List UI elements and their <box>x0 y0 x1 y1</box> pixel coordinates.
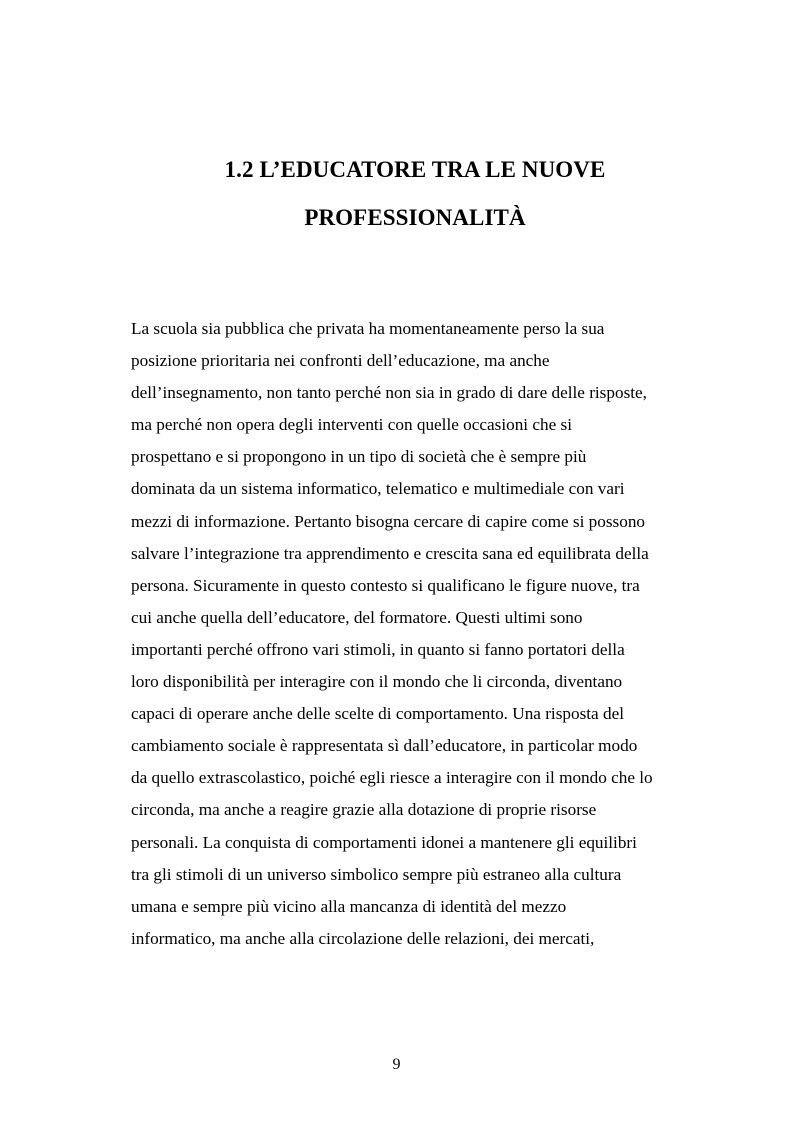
paragraph-line: umana e sempre più vicino alla mancanza di identità del mezzo <box>131 896 567 916</box>
paragraph-line: persona. Sicuramente in questo contesto si qualificano le figure nuove, tra <box>131 575 640 595</box>
paragraph-line: cambiamento sociale è rappresentata sì dall’educatore, in particolar modo <box>131 736 638 756</box>
paragraph-line: importanti perché offrono vari stimoli, in quanto si fanno portatori della <box>131 639 625 659</box>
paragraph-line: La scuola sia pubblica che privata ha momentaneamente perso la sua <box>131 319 605 338</box>
paragraph-line: capaci di operare anche delle scelte di comportamento. Una risposta del <box>131 704 624 724</box>
section-heading-line-2: PROFESSIONALITÀ <box>304 205 526 230</box>
paragraph-line: ma perché non opera degli interventi con quelle occasioni che si <box>131 415 572 435</box>
paragraph-line: circonda, ma anche a reagire grazie alla dotazione di proprie risorse <box>131 800 597 820</box>
section-heading <box>131 146 699 242</box>
section-heading-line-1: 1.2 L’EDUCATORE TRA LE NUOVE <box>224 157 606 182</box>
paragraph-line: informatico, ma anche alla circolazione delle relazioni, dei mercati, <box>131 928 595 948</box>
paragraph-line: posizione prioritaria nei confronti dell’educazione, ma anche <box>131 351 550 371</box>
body-paragraph <box>131 313 699 955</box>
paragraph-line: mezzi di informazione. Pertanto bisogna cercare di capire come si possono <box>131 511 646 531</box>
paragraph-line: cui anche quella dell’educatore, del formatore. Questi ultimi sono <box>131 607 583 627</box>
paragraph-line: dominata da un sistema informatico, telematico e multimediale con vari <box>131 479 625 499</box>
page-number: 9 <box>392 1056 401 1073</box>
paragraph-line: da quello extrascolastico, poiché egli riesce a interagire con il mondo che lo <box>131 768 653 788</box>
paragraph-line: personali. La conquista di comportamenti idonei a mantenere gli equilibri <box>131 832 637 852</box>
paragraph-line: tra gli stimoli di un universo simbolico sempre più estraneo alla cultura <box>131 864 622 884</box>
paragraph-line: prospettano e si propongono in un tipo di società che è sempre più <box>131 447 587 467</box>
paragraph-line: loro disponibilità per interagire con il mondo che li circonda, diventano <box>131 672 623 692</box>
paragraph-line: dell’insegnamento, non tanto perché non sia in grado di dare delle risposte, <box>131 383 647 403</box>
paragraph-line: salvare l’integrazione tra apprendimento e crescita sana ed equilibrata della <box>131 543 649 563</box>
